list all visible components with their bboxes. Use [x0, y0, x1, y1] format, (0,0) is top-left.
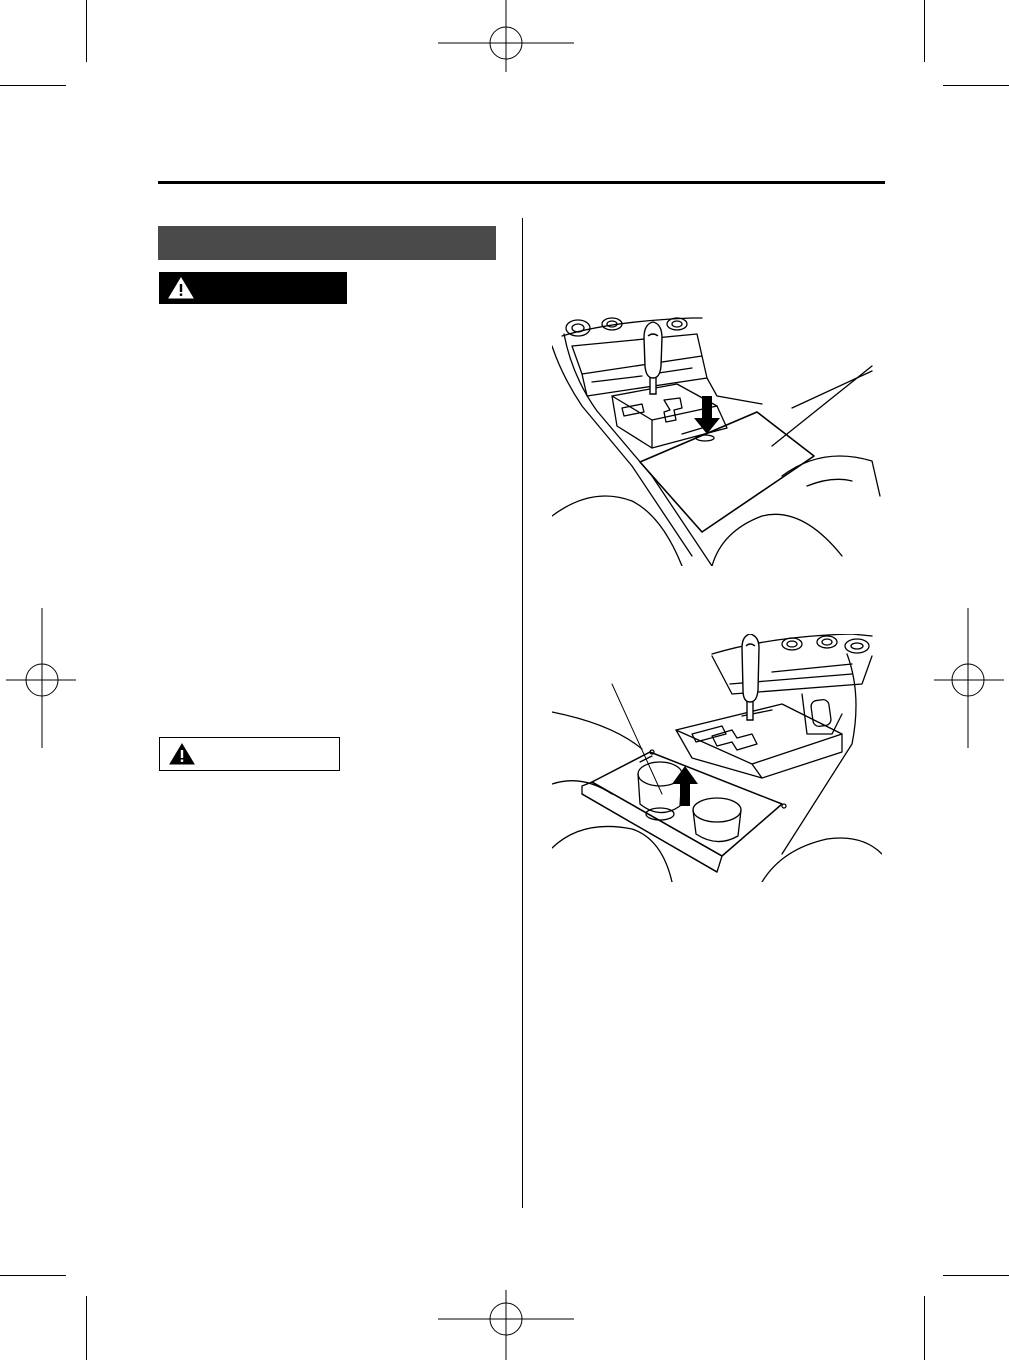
arrow-up-icon [672, 766, 698, 806]
caution-badge [159, 737, 340, 771]
console-cup-holder-open-illustration [552, 634, 882, 882]
crop-mark-line [943, 85, 1009, 86]
registration-mark-left [6, 608, 76, 748]
column-divider [522, 218, 523, 1208]
caution-triangle-icon [168, 742, 196, 766]
registration-mark-bottom [438, 1290, 574, 1360]
header-rule [158, 181, 885, 184]
crop-mark-line [86, 0, 87, 62]
warning-triangle-icon [167, 276, 195, 300]
crop-mark-line [0, 1275, 66, 1276]
crop-mark-line [924, 1296, 925, 1360]
warning-badge [159, 272, 347, 304]
registration-mark-right [934, 608, 1009, 748]
arrow-down-icon [694, 396, 720, 434]
crop-mark-line [0, 85, 66, 86]
cup-holder-right [693, 798, 741, 822]
console-lid-closed-illustration [552, 316, 882, 566]
crop-mark-line [924, 0, 925, 62]
registration-mark-top [438, 0, 574, 86]
crop-mark-line [943, 1275, 1009, 1276]
vent-knob [566, 320, 590, 336]
crop-mark-line [86, 1296, 87, 1360]
section-title-bar [158, 226, 496, 260]
